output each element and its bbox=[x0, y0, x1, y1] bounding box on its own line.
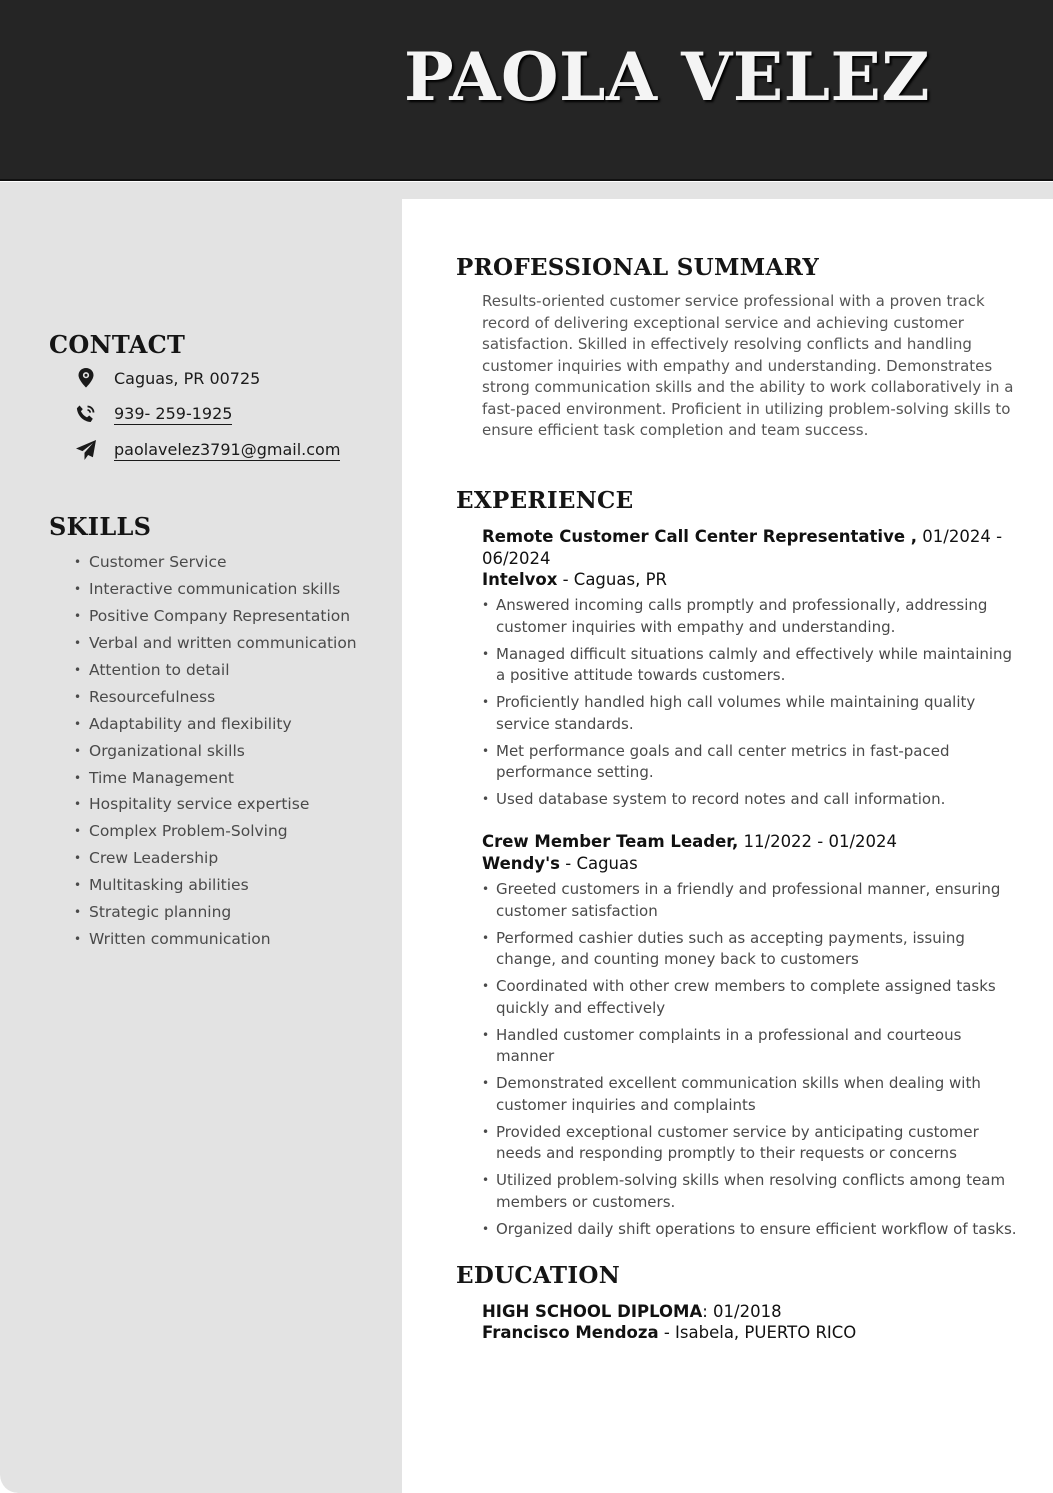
skill-item: • Adaptability and flexibility bbox=[74, 714, 292, 733]
skill-item: • Verbal and written communication bbox=[74, 634, 357, 653]
paper-plane-icon bbox=[74, 438, 98, 462]
duty-item: • Met performance goals and call center metrics in fast-paced performance setting. bbox=[482, 741, 1022, 784]
skill-item: • Crew Leadership bbox=[74, 849, 219, 868]
skill-item: • Resourcefulness bbox=[74, 687, 216, 706]
contact-email bbox=[74, 436, 340, 464]
duty-item: • Managed difficult situations calmly and effectively while maintaining a positive attitude towards customers. bbox=[482, 644, 1022, 687]
skill-item: • Hospitality service expertise bbox=[74, 795, 310, 814]
location-pin-icon bbox=[74, 366, 98, 390]
job-title-2: Crew Member Team Leader, 11/2022 - 01/2024 bbox=[482, 832, 898, 851]
skill-item: • Interactive communication skills bbox=[74, 580, 341, 599]
contact-location bbox=[74, 364, 260, 392]
duty-item: • Performed cashier duties such as accepting payments, issuing change, and counting money back to customers bbox=[482, 928, 1022, 971]
skill-item: • Strategic planning bbox=[74, 903, 232, 922]
company-2: Wendy's - Caguas bbox=[482, 854, 638, 873]
job-title-1: Remote Customer Call Center Representative , 01/2024 - 06/2024 bbox=[482, 527, 1003, 568]
job-1-duties bbox=[482, 595, 1022, 816]
duty-item: • Coordinated with other crew members to complete assigned tasks quickly and effectively bbox=[482, 976, 1022, 1019]
skill-item: • Positive Company Representation bbox=[74, 607, 351, 626]
skills-heading: SKILLS bbox=[49, 512, 152, 541]
duty-item: • Organized daily shift operations to ensure efficient workflow of tasks. bbox=[482, 1219, 1022, 1241]
email-link[interactable]: paolavelez3791@gmail.com bbox=[114, 439, 341, 459]
degree-line: HIGH SCHOOL DIPLOMA: 01/2018 bbox=[482, 1302, 782, 1321]
company-1: Intelvox - Caguas, PR bbox=[482, 570, 667, 589]
duty-item: • Greeted customers in a friendly and professional manner, ensuring customer satisfaction bbox=[482, 879, 1022, 922]
job-2-duties bbox=[482, 879, 1022, 1246]
duty-item: • Demonstrated excellent communication skills when dealing with customer inquiries and complaints bbox=[482, 1073, 1022, 1116]
education-heading: EDUCATION bbox=[456, 1262, 621, 1289]
duty-item: • Handled customer complaints in a professional and courteous manner bbox=[482, 1025, 1022, 1068]
phone-link[interactable]: 939- 259-1925 bbox=[114, 403, 233, 423]
phone-icon bbox=[74, 402, 98, 426]
summary-text: Results-oriented customer service professional with a proven track record of delivering exceptional service and achieving customer satisfaction. Skilled in effectively resolving conflicts and handling customer inquiries with empathy and understanding. Demonstrates strong communication skills and the ability to work collaboratively in a fast-paced environment. Proficient in utilizing problem-solving skills to ensure efficient task completion and team success. bbox=[482, 292, 1014, 439]
contact-phone bbox=[74, 400, 232, 428]
summary-heading: PROFESSIONAL SUMMARY bbox=[456, 254, 820, 281]
candidate-name: PAOLA VELEZ bbox=[404, 38, 931, 116]
top-strip bbox=[402, 182, 1053, 199]
skill-item: • Organizational skills bbox=[74, 741, 245, 760]
skill-item: • Customer Service bbox=[74, 553, 227, 572]
header-banner bbox=[0, 0, 1053, 181]
contact-heading: CONTACT bbox=[49, 330, 186, 359]
skill-item: • Attention to detail bbox=[74, 661, 230, 679]
skills-list bbox=[74, 549, 357, 952]
skill-item: • Written communication bbox=[74, 929, 271, 948]
duty-item: • Used database system to record notes and call information. bbox=[482, 789, 1022, 811]
duty-item: • Provided exceptional customer service by anticipating customer needs and responding promptly to their requests or concerns bbox=[482, 1122, 1022, 1165]
location-text: Caguas, PR 00725 bbox=[114, 368, 261, 388]
duty-item: • Answered incoming calls promptly and professionally, addressing customer inquiries with empathy and understanding. bbox=[482, 595, 1022, 638]
experience-heading: EXPERIENCE bbox=[456, 487, 634, 514]
skill-item: • Multitasking abilities bbox=[74, 876, 249, 895]
skill-item: • Complex Problem-Solving bbox=[74, 822, 288, 841]
school-line: Francisco Mendoza - Isabela, PUERTO RICO bbox=[482, 1323, 857, 1342]
duty-item: • Proficiently handled high call volumes while maintaining quality service standards. bbox=[482, 692, 1022, 735]
skill-item: • Time Management bbox=[74, 768, 234, 787]
duty-item: • Utilized problem-solving skills when resolving conflicts among team members or customers. bbox=[482, 1170, 1022, 1213]
